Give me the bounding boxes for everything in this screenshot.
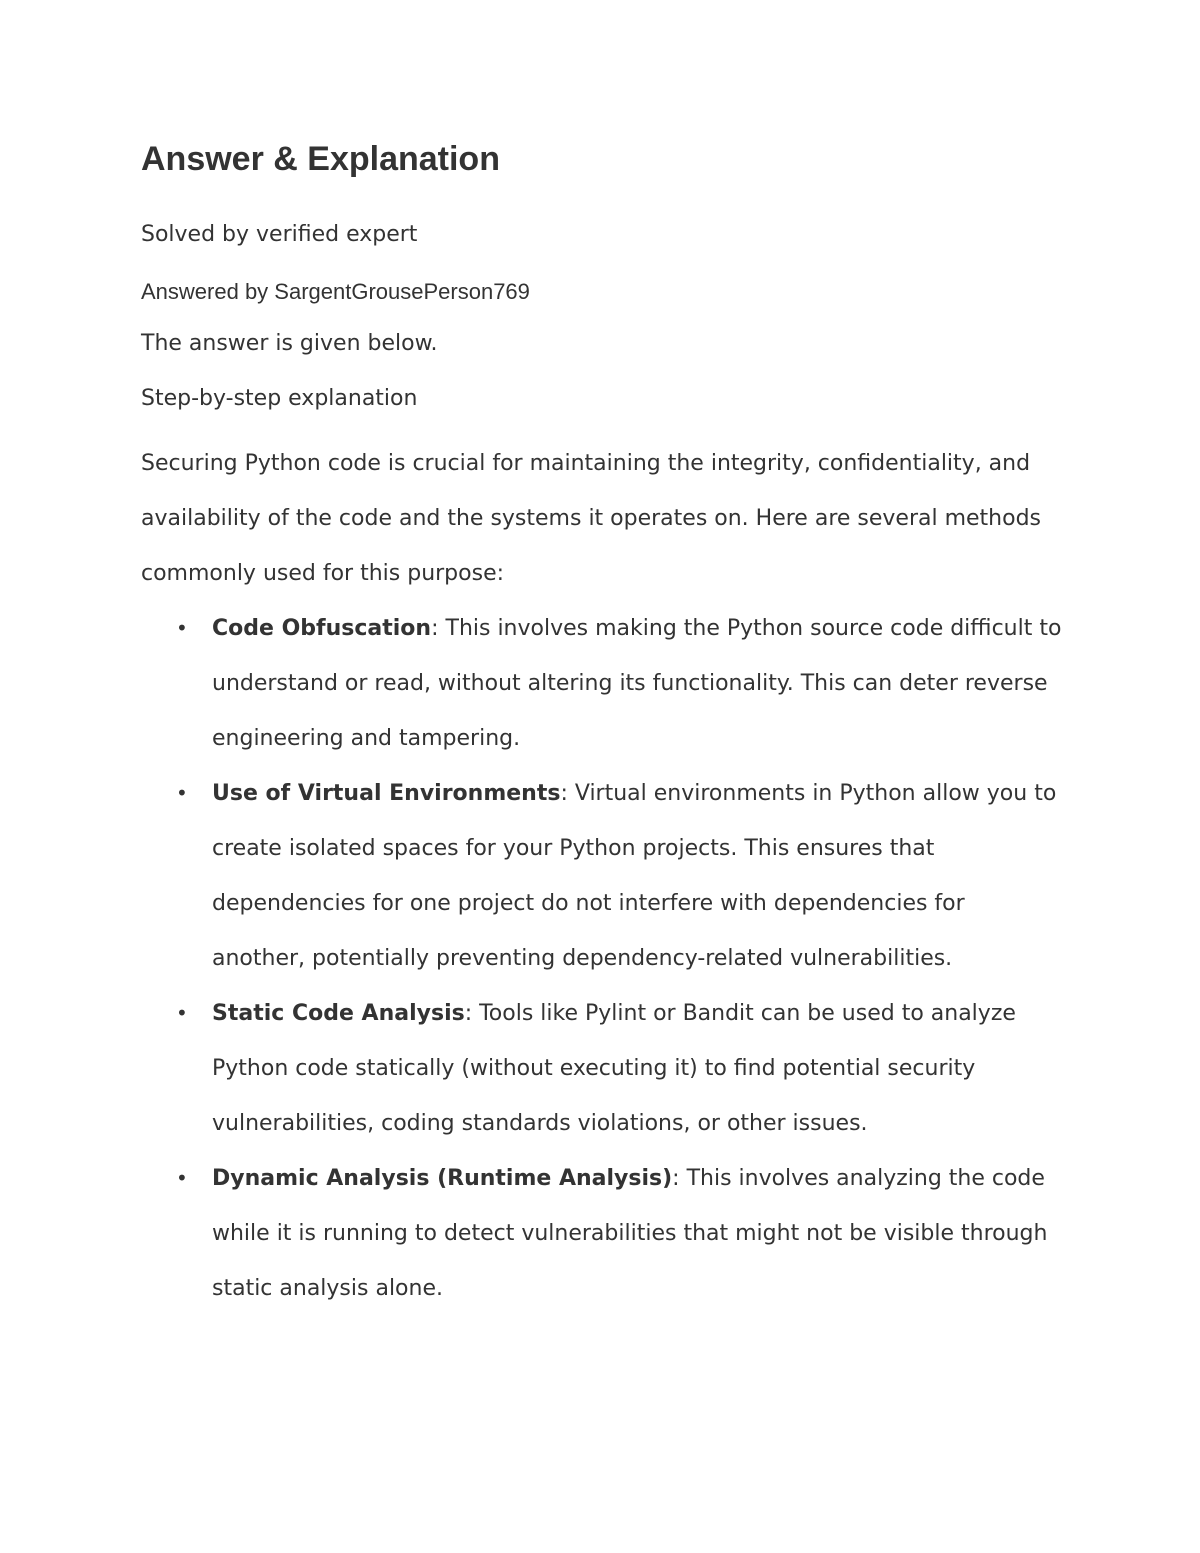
method-description: : This involves analyzing the code while it is running to detect vulnerabilities that might not be visible through static analysis alone.	[212, 1166, 1048, 1301]
bullet-icon: •	[176, 781, 188, 805]
method-term: Code Obfuscation	[212, 616, 432, 641]
bullet-icon: •	[176, 1001, 188, 1025]
method-description: : Tools like Pylint or Bandit can be used to analyze Python code statically (without executing it) to find potential security vulnerabilities, coding standards violations, or other issues.	[212, 1001, 1016, 1136]
bullet-icon: •	[176, 616, 188, 640]
answer-note: The answer is given below.	[141, 331, 438, 356]
list-item	[176, 766, 1062, 986]
list-item	[176, 1151, 1062, 1316]
method-description: : This involves making the Python source code difficult to understand or read, without altering its functionality. This can deter reverse engineering and tampering.	[212, 616, 1062, 751]
method-term: Dynamic Analysis (Runtime Analysis)	[212, 1166, 673, 1191]
step-by-step-heading: Step-by-step explanation	[141, 386, 418, 411]
answered-by-label: Answered by SargentGrousePerson769	[141, 279, 530, 304]
method-term: Use of Virtual Environments	[212, 781, 561, 806]
list-item	[176, 986, 1062, 1151]
intro-paragraph: Securing Python code is crucial for maintaining the integrity, confidentiality, and availability of the code and the systems it operates on. Here are several methods commonly used for this purpose:	[141, 451, 1042, 586]
page-title: Answer & Explanation	[141, 140, 500, 178]
bullet-icon: •	[176, 1166, 188, 1190]
list-item	[176, 601, 1062, 766]
method-description: : Virtual environments in Python allow you to create isolated spaces for your Python projects. This ensures that dependencies for one project do not interfere with dependencies for another, potentially preventing dependency-related vulnerabilities.	[212, 781, 1057, 971]
method-term: Static Code Analysis	[212, 1001, 465, 1026]
solved-by-label: Solved by verified expert	[141, 222, 418, 247]
methods-list	[176, 601, 1062, 1316]
